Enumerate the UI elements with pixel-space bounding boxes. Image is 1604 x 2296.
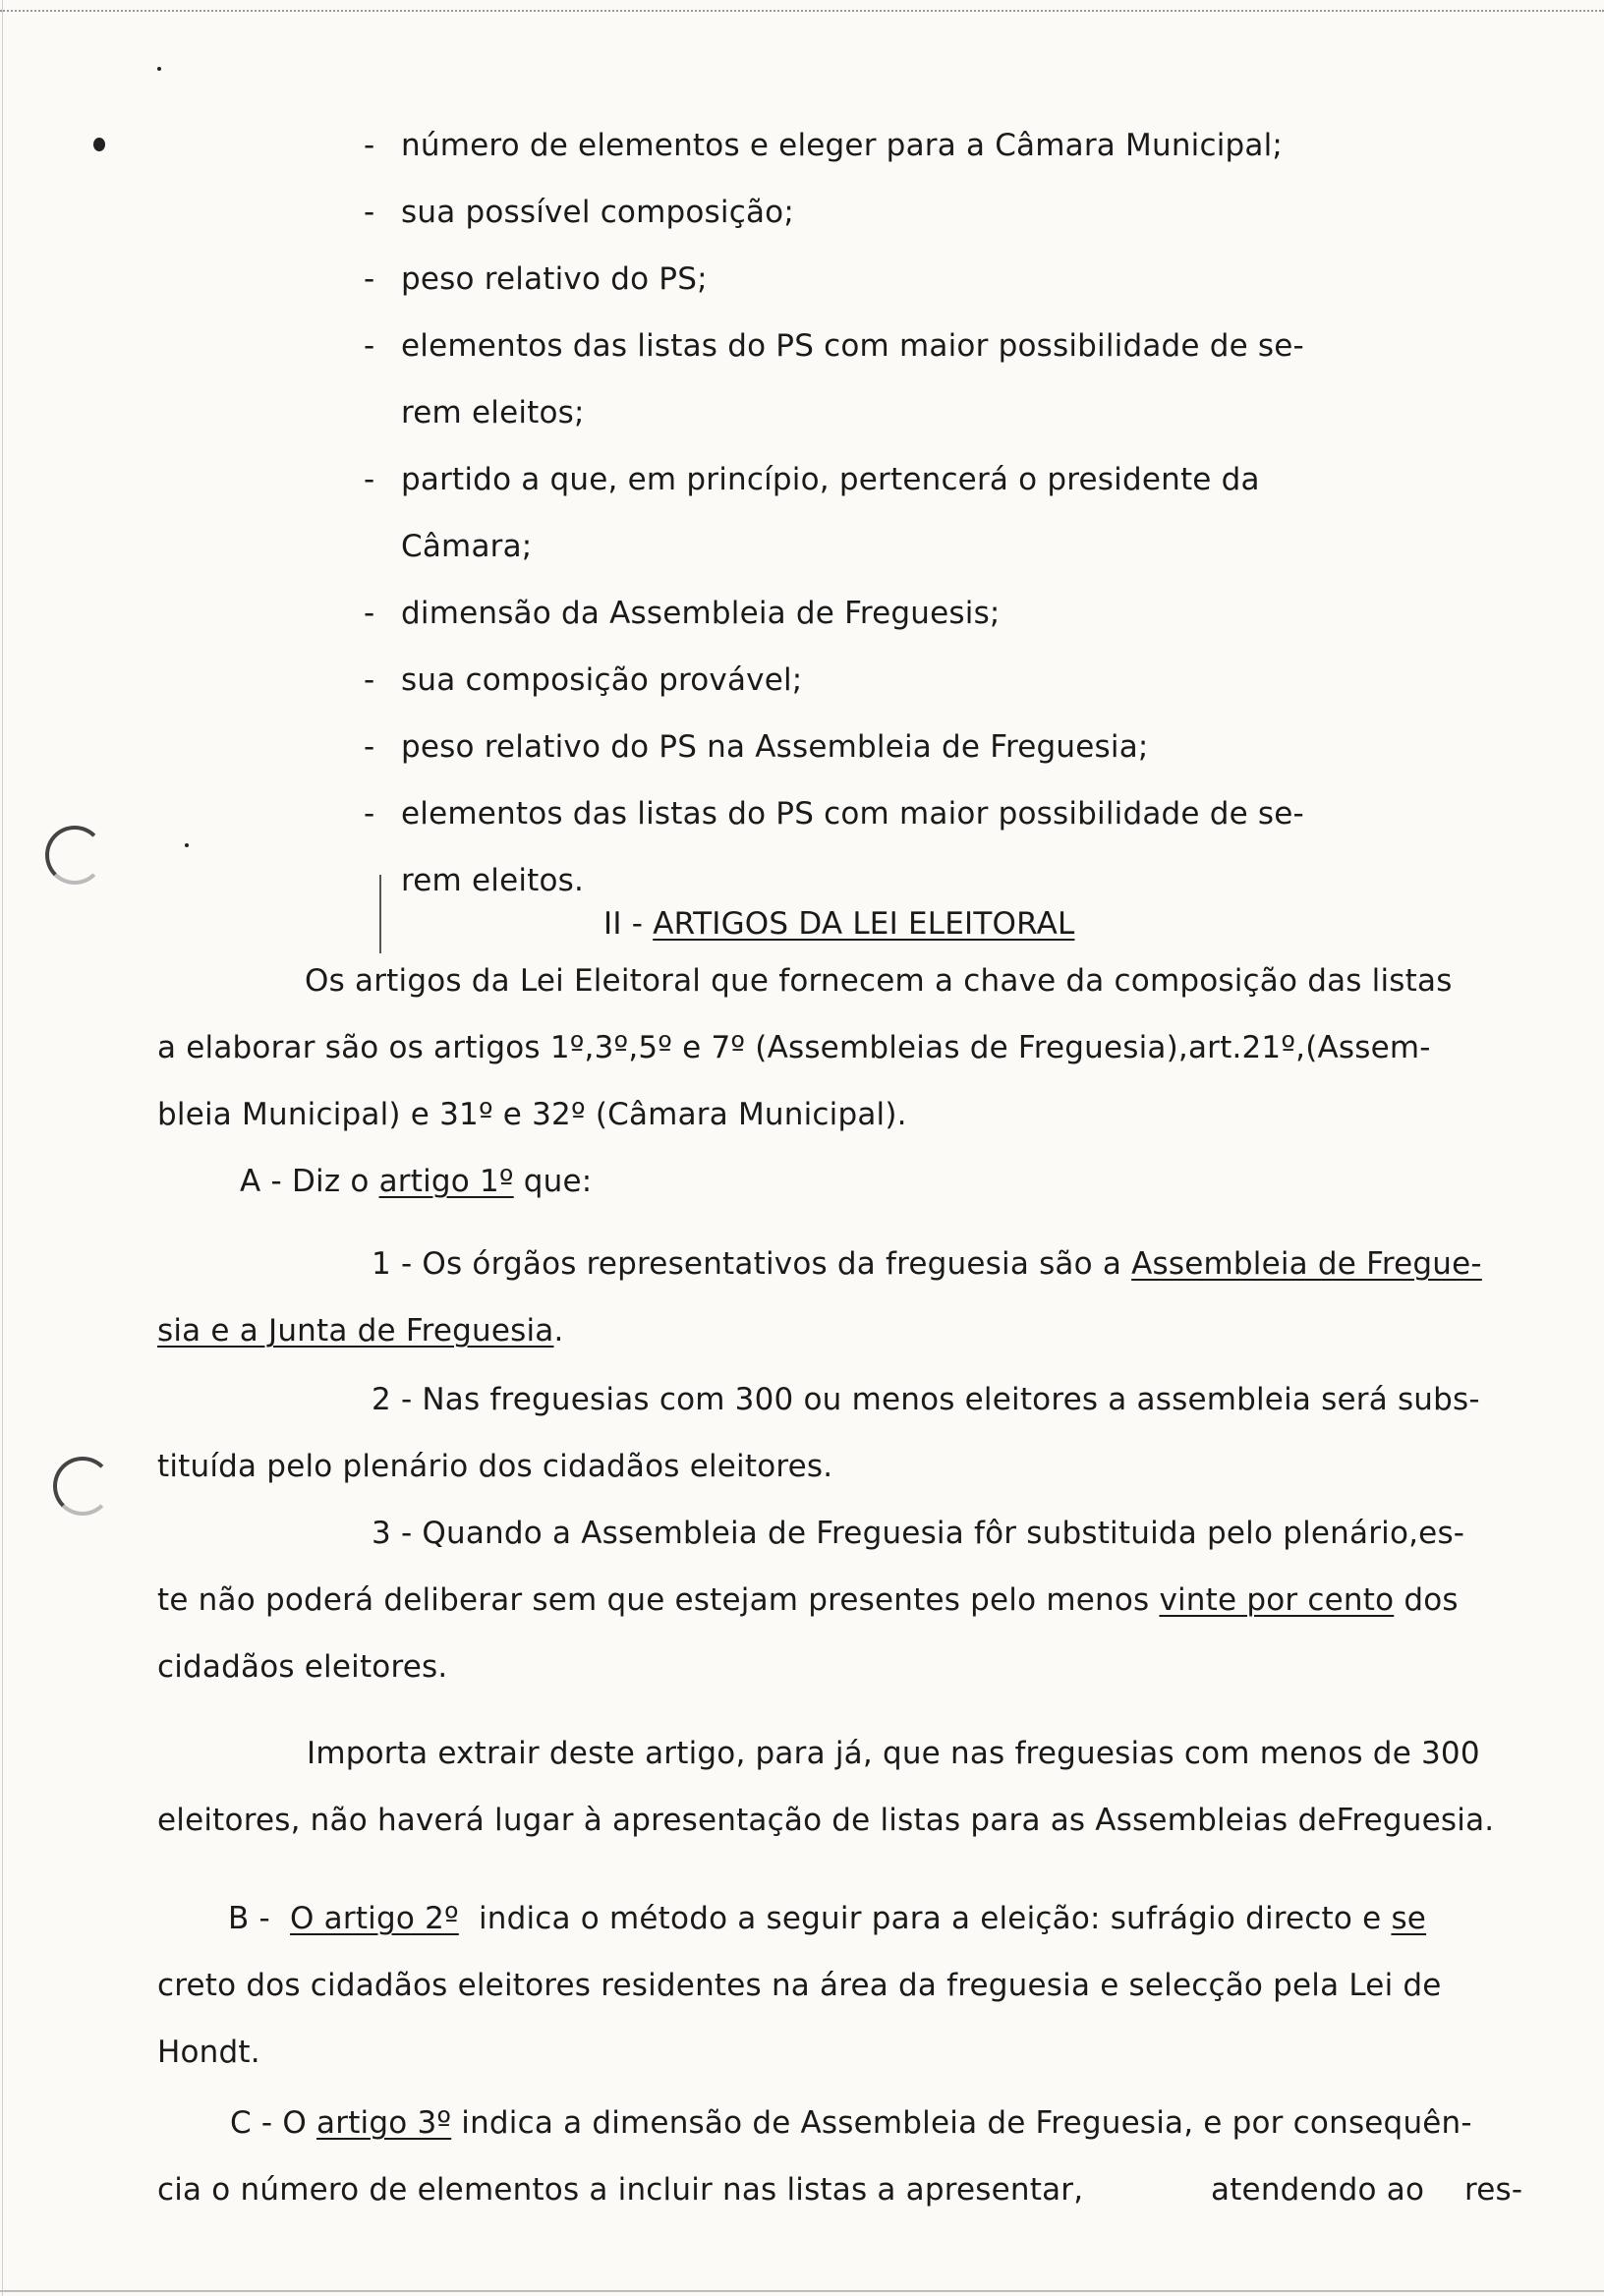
item-text: te não poderá deliberar sem que estejam presentes pelo menos [157,1582,1150,1618]
section-c-cont-end: res- [1464,2172,1523,2208]
bullet-text: partido a que, em princípio, pertencerá o presidente da [401,462,1260,497]
bullet-text: elementos das listas do PS com maior possibilidade de se- [401,796,1304,832]
section-dash: - [270,1164,282,1199]
bullet-text-continuation: rem eleitos. [401,863,585,898]
bullet-text: peso relativo do PS na Assembleia de Freguesia; [401,729,1149,765]
underlined-term: vinte por cento [1159,1582,1395,1618]
bullet-text: sua possível composição; [401,195,794,230]
bullet-dash: - [364,328,375,364]
section-a-heading [240,1162,592,1201]
bullet-dash: - [364,596,375,631]
bullet-text: número de elementos e eleger para a Câmara Municipal; [401,128,1284,163]
article-item-3-cont: cidadãos eleitores. [157,1649,448,1685]
section-b-cont: Hondt. [157,2035,260,2070]
section-a-post: que: [523,1164,593,1199]
scan-bottom-border [0,2290,1604,2292]
bullet-dash: - [364,796,375,832]
note-line: eleitores, não haverá lugar à apresentação de listas para as Assembleias deFreguesia. [157,1803,1495,1838]
note-line: Importa extrair deste artigo, para já, que nas freguesias com menos de 300 [307,1736,1480,1771]
article-item-3: 3 - Quando a Assembleia de Freguesia fôr substituida pelo plenário,es- [372,1516,1465,1551]
item-text: indica a dimensão de Assembleia de Freguesia, e por consequên- [461,2105,1472,2141]
section-b-line [228,1899,1426,1938]
intro-line: a elaborar são os artigos 1º,3º,5º e 7º (Assembleias de Freguesia),art.21º,(Assem- [157,1030,1431,1065]
bullet-dash: - [364,662,375,698]
item-text: dos [1404,1582,1459,1618]
intro-line: bleia Municipal) e 31º e 32º (Câmara Municipal). [157,1097,907,1132]
bullet-text: dimensão da Assembleia de Freguesis; [401,596,1001,631]
bullet-dash: - [364,128,375,163]
bullet-dash: - [364,195,375,230]
section-letter: B [228,1901,250,1936]
bullet-dash: - [364,462,375,497]
ink-speck [157,67,161,71]
scan-top-border [0,10,1604,12]
item-text: indica o método a seguir para a eleição: sufrágio directo e [478,1901,1382,1936]
section-heading [603,904,1074,944]
article-item-3-cont [157,1580,1459,1620]
section-c-cont [157,2170,1083,2210]
intro-line: Os artigos da Lei Eleitoral que fornecem a chave da composição das listas [305,963,1453,999]
bullet-dash: - [364,729,375,765]
underlined-term: se [1391,1901,1427,1936]
bullet-text: elementos das listas do PS com maior possibilidade de se- [401,328,1304,364]
item-text: O [282,2105,307,2141]
section-a-pre: Diz o [291,1164,370,1199]
section-dash: - [260,2105,273,2141]
bullet-text: sua composição provável; [401,662,803,698]
article-reference: artigo 1º [378,1164,514,1199]
section-dash: - [631,906,644,942]
article-reference: O artigo 2º [290,1901,459,1936]
article-reference: artigo 3º [316,2105,452,2141]
bullet-text-continuation: rem eleitos; [401,395,585,430]
bullet-dash: - [364,261,375,297]
section-b-cont: creto dos cidadãos eleitores residentes na área da freguesia e selecção pela Lei de [157,1968,1442,2003]
section-number: II [603,906,622,942]
scan-left-edge [2,0,3,2296]
item-end: . [553,1313,564,1349]
article-item-1 [372,1244,1482,1284]
ink-speck [93,138,105,151]
section-letter: C [230,2105,252,2141]
section-title: ARTIGOS DA LEI ELEITORAL [653,906,1075,942]
punch-hole-upper [45,826,104,885]
section-dash: - [258,1901,270,1936]
section-c-cont-mid: atendendo ao [1211,2172,1425,2208]
margin-pencil-line [379,875,381,953]
section-letter: A [240,1164,261,1199]
bullet-text-continuation: Câmara; [401,529,533,564]
article-item-2: 2 - Nas freguesias com 300 ou menos eleitores a assembleia será subs- [372,1382,1480,1417]
item-text: cia o número de elementos a incluir nas listas a apresentar, [157,2172,1084,2208]
underlined-term: Assembleia de Fregue- [1131,1246,1482,1282]
article-item-2-cont: tituída pelo plenário dos cidadãos eleitores. [157,1449,833,1484]
article-item-1-cont [157,1311,564,1350]
bullet-text: peso relativo do PS; [401,261,708,297]
ink-speck [185,843,189,847]
section-c-line [230,2103,1472,2143]
underlined-term: sia e a Junta de Freguesia [157,1313,554,1349]
punch-hole-lower [53,1457,112,1516]
item-text: 1 - Os órgãos representativos da freguesia são a [372,1246,1122,1282]
